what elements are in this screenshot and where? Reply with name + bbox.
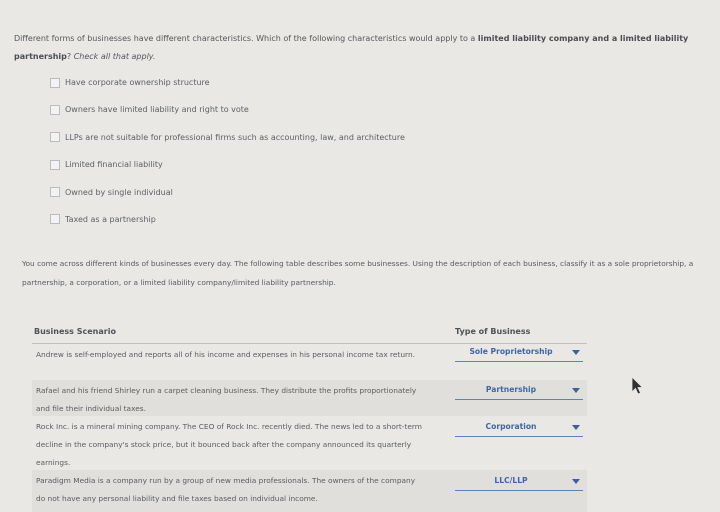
checkbox[interactable] [50,105,60,115]
question-1-instruction: Check all that apply. [73,52,156,61]
chevron-down-icon[interactable] [572,479,580,484]
dropdown-selected-value[interactable]: Corporation [485,422,537,431]
question-2-prompt: You come across different kinds of businesses every day. The following table describes some businesses. Using the description of each business, classify it as a sole proprietorship, a partnership, a corporation, or a limited liability company/limited liability partnership. [22,259,694,287]
checkbox-option[interactable] [50,103,405,116]
checkbox[interactable] [50,132,60,142]
column-header-scenario: Business Scenario [34,327,116,336]
business-type-dropdown[interactable] [455,347,583,362]
checkbox-label[interactable]: Have corporate ownership structure [65,78,210,87]
question-1-text-bold: limited liability company and a limited liability partnership [14,34,689,61]
scenario-text: Rafael and his friend Shirley run a carpet cleaning business. They distribute the profits proportionately and file their individual taxes. [36,386,417,413]
scenario-text: Andrew is self-employed and reports all of his income and expenses in his personal income tax return. [36,350,415,359]
checkbox[interactable] [50,78,60,88]
table-row [32,380,587,416]
checkbox-label[interactable]: Owned by single individual [65,187,173,197]
dropdown-selected-value[interactable]: Partnership [485,385,537,394]
checkbox-option[interactable] [50,213,405,226]
checkbox-option[interactable] [50,76,405,89]
dropdown-selected-value[interactable]: LLC/LLP [494,476,528,485]
checkbox-option[interactable] [50,131,405,144]
chevron-down-icon[interactable] [572,388,580,393]
table-row [32,416,587,470]
checkbox[interactable] [50,160,60,170]
checkbox-option[interactable] [50,186,405,199]
checkbox[interactable] [50,214,60,224]
question-1-prompt [14,30,704,66]
checkbox-list [50,76,405,240]
question-1-text-end: ? [66,52,74,61]
table-row [32,344,587,380]
checkbox-option[interactable] [50,158,405,171]
dropdown-selected-value[interactable]: Sole Proprietorship [469,347,553,356]
checkbox-label[interactable]: LLPs are not suitable for professional firms such as accounting, law, and architecture [65,132,405,142]
table-row [32,470,587,512]
chevron-down-icon[interactable] [572,350,580,355]
checkbox-label[interactable]: Owners have limited liability and right to vote [65,105,249,115]
checkbox[interactable] [50,187,60,197]
business-type-dropdown[interactable] [455,385,583,400]
mouse-cursor-icon [630,376,644,396]
chevron-down-icon[interactable] [572,425,580,430]
business-type-dropdown[interactable] [455,422,583,437]
scenario-text: Paradigm Media is a company run by a group of new media professionals. The owners of the company do not have any personal liability and file taxes based on individual income. [36,476,416,503]
business-type-dropdown[interactable] [455,476,583,491]
question-1-text-start: Different forms of businesses have different characteristics. Which of the following characteristics would apply to a [14,34,478,43]
column-header-type: Type of Business [455,327,531,336]
checkbox-label[interactable]: Taxed as a partnership [65,214,156,224]
scenario-text: Rock Inc. is a mineral mining company. The CEO of Rock Inc. recently died. The news led to a short-term decline in the company's stock price, but it bounced back after the company announced its quarterly earnings. [36,422,422,467]
checkbox-label[interactable]: Limited financial liability [65,160,163,170]
